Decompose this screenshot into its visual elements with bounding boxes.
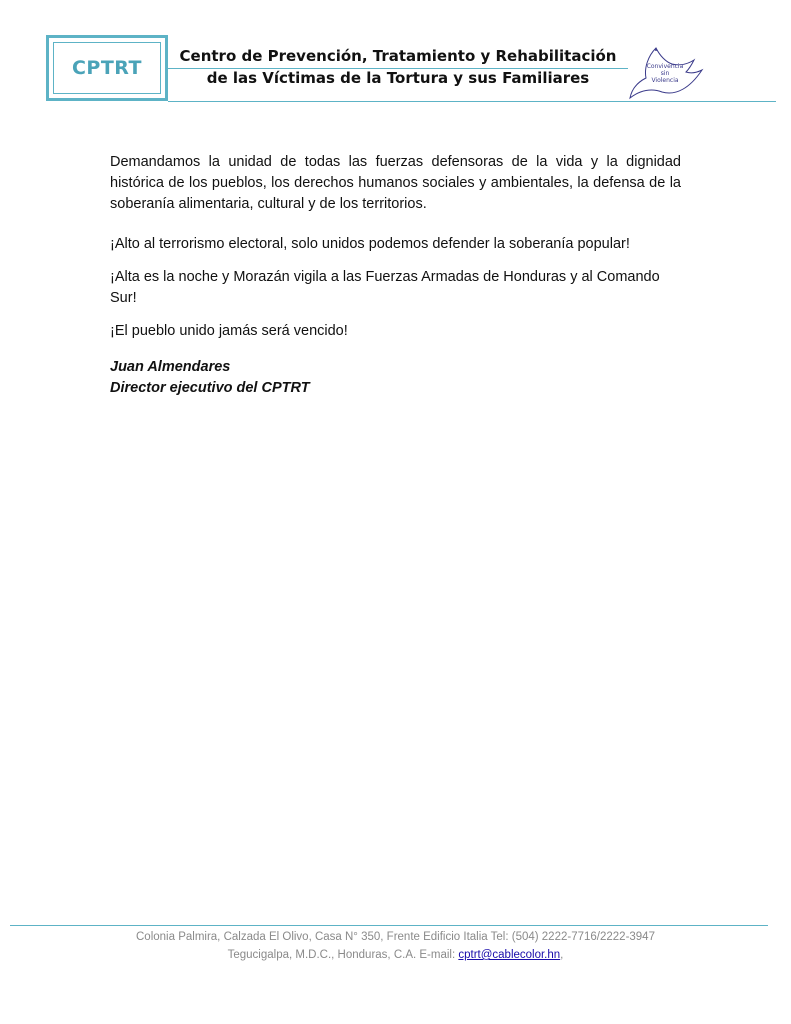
emblem-caption-line-1: Convivencia <box>646 63 684 70</box>
footer-email-link[interactable]: cptrt@cablecolor.hn <box>458 949 561 961</box>
organization-title <box>168 45 628 89</box>
signature-name: Juan Almendares <box>110 359 231 375</box>
logo-inner-frame <box>53 42 161 94</box>
footer-city-suffix: , <box>560 949 564 961</box>
signature-title: Director ejecutivo del CPTRT <box>110 380 310 396</box>
letter-body <box>110 152 681 399</box>
paragraph-people-united: ¡El pueblo unido jamás será vencido! <box>110 323 348 339</box>
footer-address: Colonia Palmira, Calzada El Olivo, Casa N° 350, Frente Edificio Italia Tel: (504) 2222-7716/2222-3947 <box>136 931 655 943</box>
footer-divider <box>10 925 768 926</box>
paragraph-unity-demand: Demandamos la unidad de todas las fuerzas defensoras de la vida y la dignidad histórica de los pueblos, los derechos humanos sociales y ambientales, la defensa de la soberanía alimentaria, cultural y de los territorios. <box>110 154 681 212</box>
emblem-caption-line-3: Violencia <box>651 77 679 84</box>
header-divider-long <box>168 101 776 102</box>
footer-city-line <box>60 946 731 964</box>
logo-box <box>46 35 168 101</box>
organization-title-line-2: de las Víctimas de la Tortura y sus Familiares <box>206 69 590 87</box>
emblem-caption-line-2: sin <box>660 70 670 77</box>
header-divider-short <box>168 68 628 69</box>
logo-text: CPTRT <box>71 57 143 79</box>
organization-title-line-1: Centro de Prevención, Tratamiento y Rehabilitación <box>179 47 617 65</box>
paragraph-electoral-terrorism: ¡Alto al terrorismo electoral, solo unidos podemos defender la soberanía popular! <box>110 236 630 252</box>
emblem-caption <box>640 63 690 84</box>
footer <box>60 928 731 964</box>
paragraph-morazan-vigil: ¡Alta es la noche y Morazán vigila a las Fuerzas Armadas de Honduras y al Comando Sur! <box>110 269 660 306</box>
footer-city: Tegucigalpa, M.D.C., Honduras, C.A. E-mail: <box>227 949 459 961</box>
